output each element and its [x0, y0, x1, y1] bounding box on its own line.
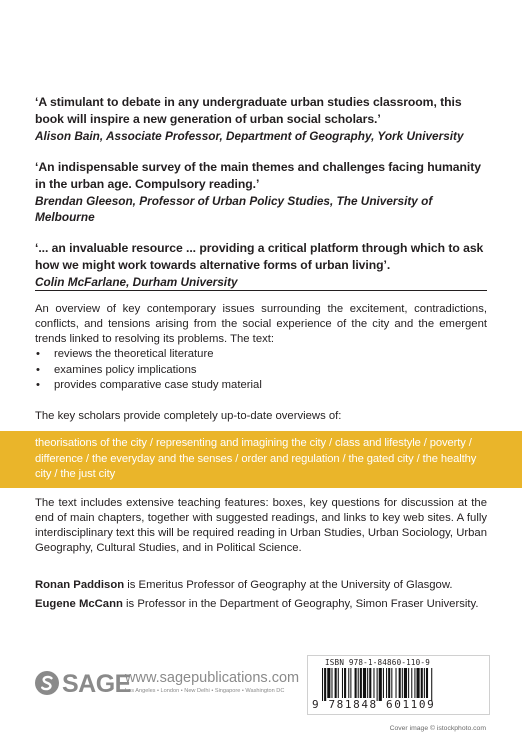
barcode-bar: [363, 668, 366, 698]
barcode-bar: [348, 668, 349, 698]
barcode-bar: [360, 668, 362, 698]
bullet-item: • examines policy implications: [35, 363, 487, 379]
isbn-text: ISBN 978-1-84860-110-9: [325, 658, 430, 667]
author-bios: [35, 576, 495, 614]
features-text: The text includes extensive teaching features: boxes, key questions for discussion at the end of main chapters, together with suggested readings, and links to key web sites. A fully interdisciplinary text this will be required reading in Urban Studies, Urban Sociology, Urban Geography, Cultural Studies, and in Political Science.: [35, 497, 487, 554]
publisher-url[interactable]: www.sagepublications.com: [125, 670, 300, 686]
top-band: [0, 0, 522, 78]
barcode-bar: [324, 668, 326, 701]
barcode-bar: [377, 668, 378, 701]
sage-logo-icon: [35, 671, 59, 695]
barcode-bar: [350, 668, 351, 698]
quote-attribution: Brendan Gleeson, Professor of Urban Policy Studies, The University of Melbourne: [35, 194, 433, 224]
barcode-bar: [424, 668, 425, 698]
author-name: Eugene McCann: [35, 598, 123, 610]
barcode-bar: [322, 668, 323, 701]
endorsement-quote: [35, 94, 490, 144]
barcode-bar: [338, 668, 339, 698]
barcode-bar: [383, 668, 384, 698]
publisher-block: [35, 668, 300, 708]
endorsement-quote: [35, 240, 490, 290]
barcode-bar: [358, 668, 359, 698]
barcode-bar: [369, 668, 371, 698]
barcode-bar: [344, 668, 346, 698]
barcode-bar: [426, 668, 428, 698]
barcode-bar: [327, 668, 330, 698]
barcode-bar: [431, 668, 432, 701]
scholars-text: The key scholars provide completely up-to-date overviews of:: [35, 410, 342, 422]
publisher-logo-text: SAGE: [62, 670, 131, 698]
overview-bullets: [35, 347, 487, 394]
barcode-bar: [386, 668, 387, 698]
endorsement-quotes: [35, 94, 490, 305]
quote-text: ‘... an invaluable resource ... providing a critical platform through which to ask how we might work towards alternative forms of urban living’.: [35, 241, 484, 272]
barcode-bar: [414, 668, 415, 698]
quote-attribution: Colin McFarlane, Durham University: [35, 275, 238, 289]
barcode-box: [307, 655, 490, 715]
barcode-bar: [417, 668, 420, 698]
divider-rule: [35, 290, 487, 291]
barcode-bar: [331, 668, 332, 698]
barcode-bar: [335, 668, 337, 698]
author-bio: [35, 576, 495, 595]
overview-intro: An overview of key contemporary issues surrounding the excitement, contradictions, conflicts, and tensions arising from the social experience of the city and the emergent trends linked to resolving its problems. The text:: [35, 303, 487, 345]
publisher-cities: Los Angeles • London • New Delhi • Singapore • Washington DC: [125, 688, 285, 694]
author-name: Ronan Paddison: [35, 579, 125, 591]
barcode-bar: [367, 668, 368, 698]
barcode-bar: [404, 668, 407, 698]
ean-number: 9 781848 601109: [312, 698, 436, 711]
quote-text: ‘A stimulant to debate in any undergraduate urban studies classroom, this book will inspire a new generation of urban social scholars.’: [35, 95, 462, 126]
overview-section: [35, 302, 487, 394]
cover-credit: Cover image © istockphoto.com: [389, 725, 486, 732]
barcode-bar: [373, 668, 374, 698]
barcode-bar: [399, 668, 401, 698]
barcode-icon: [320, 668, 478, 701]
bullet-item: • reviews the theoretical literature: [35, 347, 487, 363]
quote-text: ‘An indispensable survey of the main themes and challenges facing humanity in the urban age. Compulsory reading.’: [35, 160, 481, 191]
barcode-bar: [342, 668, 343, 698]
author-description: is Emeritus Professor of Geography at the University of Glasgow.: [124, 579, 453, 591]
bullet-item: • provides comparative case study material: [35, 378, 487, 394]
barcode-bar: [396, 668, 397, 698]
barcode-bar: [355, 668, 357, 698]
quote-attribution: Alison Bain, Associate Professor, Department of Geography, York University: [35, 129, 464, 143]
barcode-bar: [391, 668, 392, 698]
barcode-bar: [379, 668, 382, 701]
barcode-bar: [402, 668, 403, 698]
barcode-bar: [421, 668, 423, 698]
barcode-bar: [388, 668, 390, 698]
barcode-bar: [411, 668, 412, 698]
endorsement-quote: [35, 159, 490, 225]
author-bio: [35, 595, 495, 614]
topics-band-text: theorisations of the city / representing and imagining the city / class and lifestyle / poverty / difference / the everyday and the senses / order and regulation / the gated city / the healthy city / the just city: [35, 437, 477, 480]
barcode-bar: [408, 668, 409, 698]
author-description: is Professor in the Department of Geography, Simon Fraser University.: [122, 598, 479, 610]
